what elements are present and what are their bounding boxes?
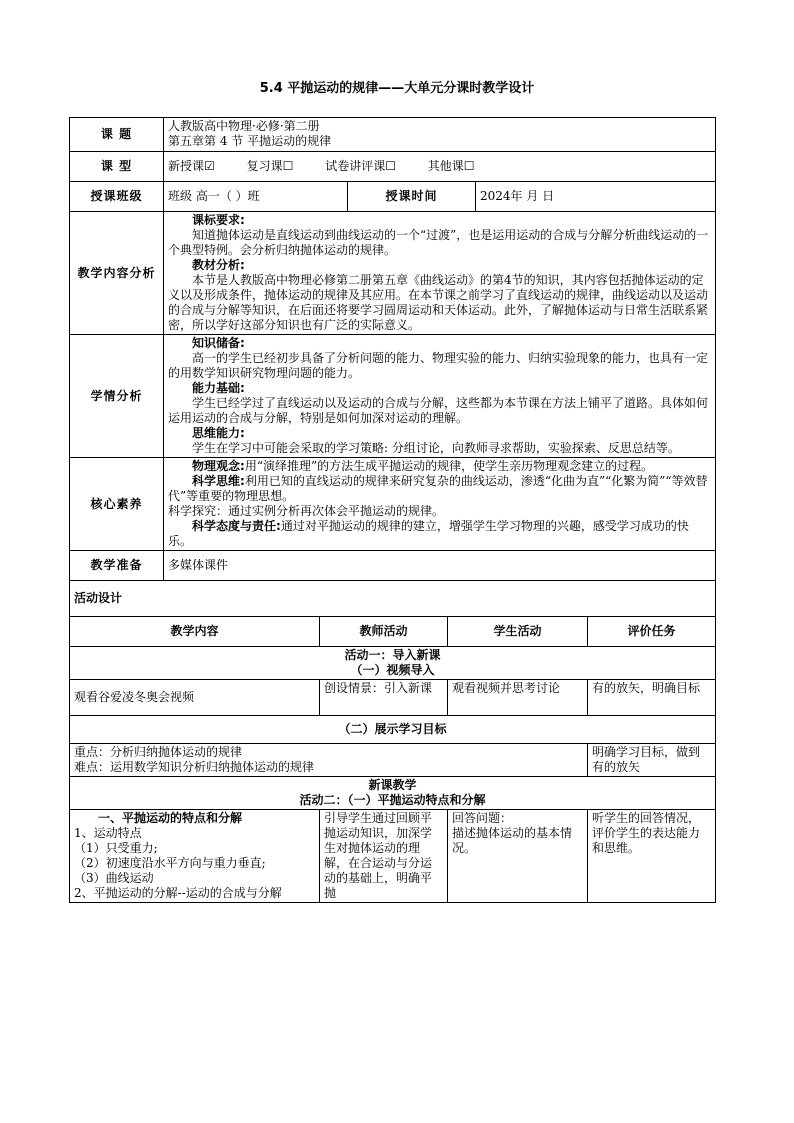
type-option-exam: 试卷讲评课☐ (325, 159, 396, 173)
literacy-item-1 (168, 459, 711, 474)
new-lesson-row (70, 777, 716, 810)
activity-design-label: 活动设计 (70, 581, 716, 617)
header-teacher: 教师活动 (320, 617, 448, 647)
topic-value (164, 118, 716, 152)
goals-key-point: 重点：分析归纳抛体运动的规律 (74, 745, 243, 759)
goals-difficulty: 难点：运用数学知识分析归纳抛体运动的规律 (74, 760, 315, 774)
content-analysis-text (164, 212, 716, 335)
prep-label: 教学准备 (70, 551, 164, 581)
header-evaluation: 评价任务 (588, 617, 716, 647)
activity2-title: 活动二：（一）平抛运动特点和分解 (299, 793, 486, 807)
topic-row (70, 118, 716, 152)
students-heading-1: 知识储备: (192, 336, 245, 350)
content-paragraph-2: 本节是人教版高中物理必修第二册第五章《曲线运动》的第4节的知识，其内容包括抛体运动的定义以及形成条件，抛体运动的规律及其应用。在本节课之前学习了直线运动的规律，曲线运动以及运动的合成与分解等知识，在后面还将要学习圆周运动和天体运动。此外，了解抛体运动与日常生活联系紧密，所以学好这部分知识也有广泛的实际意义。 (168, 273, 709, 332)
core-literacy-text (164, 458, 716, 551)
type-option-other: 其他课☐ (427, 159, 475, 173)
students-paragraph-3: 学生在学习中可能会采取的学习策略: 分组讨论，向教师寻求帮助，实验探索、反思总结等。 (192, 441, 680, 455)
topic-line-1: 人教版高中物理·必修·第二册 (168, 119, 320, 133)
students-heading-3: 思维能力: (192, 426, 245, 440)
activity2-teacher: 引导学生通过回顾平抛运动知识，加深学生对抛体运动的理解，在合运动与分运动的基础上，明确平抛 (320, 810, 448, 903)
students-heading-2: 能力基础: (192, 381, 245, 395)
video-content: 观看谷爱凌冬奥会视频 (70, 680, 320, 716)
literacy-item-3: 科学探究：通过实例分析再次体会平抛运动的规律。 (168, 504, 445, 518)
core-literacy-row (70, 458, 716, 551)
video-student: 观看视频并思考讨论 (448, 680, 588, 716)
activity1-row (70, 647, 716, 680)
literacy-text-2: 利用已知的直线运动的规律来研究复杂的曲线运动，渗透“化曲为直”“化繁为简”“等效替代”等重要的物理思想。 (168, 474, 708, 503)
content-heading-2: 教材分析: (192, 258, 245, 272)
content-analysis-label: 教学内容分析 (70, 212, 164, 335)
prep-row (70, 551, 716, 581)
topic-line-2: 第五章第 4 节 平抛运动的规律 (168, 134, 332, 148)
prep-value: 多媒体课件 (164, 551, 716, 581)
activity1-title-cell (70, 647, 716, 680)
class-label: 授课班级 (70, 182, 164, 212)
students-paragraph-2: 学生已经学过了直线运动以及运动的合成与分解，这些都为本节课在方法上铺平了道路。具体如何运用运动的合成与分解，特别是如何加深对运动的理解。 (168, 396, 709, 425)
goals-title: （二）展示学习目标 (70, 716, 716, 744)
class-row (70, 182, 716, 212)
page-title: 5.4 平抛运动的规律——大单元分课时教学设计 (259, 81, 535, 96)
content-heading-1: 课标要求: (192, 213, 245, 227)
video-row (70, 680, 716, 716)
activity2-student (448, 810, 588, 903)
literacy-heading-4: 科学态度与责任: (192, 519, 281, 533)
activity2-student-text: 描述抛体运动的基本情况。 (452, 826, 573, 855)
activity2-row (70, 810, 716, 903)
header-content: 教学内容 (70, 617, 320, 647)
activity2-evaluation: 听学生的回答情况，评价学生的表达能力和思维。 (588, 810, 716, 903)
goals-content (70, 744, 588, 777)
column-header-row (70, 617, 716, 647)
header-student: 学生活动 (448, 617, 588, 647)
activity2-line-4: （3）曲线运动 (74, 871, 154, 885)
topic-label: 课 题 (70, 118, 164, 152)
student-analysis-text (164, 335, 716, 458)
new-lesson-cell (70, 777, 716, 810)
activity2-line-3: （2）初速度沿水平方向与重力垂直; (74, 856, 266, 870)
literacy-text-4: 通过对平抛运动的规律的建立，增强学生学习物理的兴趣，感受学习成功的快乐。 (168, 519, 689, 548)
type-option-new: 新授课☑ (168, 159, 215, 173)
time-value: 2024年 月 日 (476, 182, 716, 212)
type-option-review: 复习课☐ (246, 159, 294, 173)
core-literacy-label: 核心素养 (70, 458, 164, 551)
new-lesson-title: 新课教学 (368, 778, 417, 792)
lesson-plan-table (69, 117, 716, 903)
activity2-line-2: （1）只受重力; (74, 841, 158, 855)
activity1-title: 活动一：导入新课 (344, 648, 441, 662)
goals-title-row (70, 716, 716, 744)
content-analysis-row (70, 212, 716, 335)
video-evaluation: 有的放矢，明确目标 (588, 680, 716, 716)
activity2-content (70, 810, 320, 903)
design-row (70, 581, 716, 617)
goals-row (70, 744, 716, 777)
literacy-heading-1: 物理观念: (192, 459, 245, 473)
literacy-text-1: 用“演绎推理”的方法生成平抛运动的规律，使学生亲历物理观念建立的过程。 (244, 459, 654, 473)
activity1-subtitle: （一）视频导入 (350, 663, 435, 677)
type-row (70, 152, 716, 182)
class-value: 班级 高一（ ）班 (164, 182, 348, 212)
activity2-line-1: 1、运动特点 (74, 826, 142, 840)
activity2-heading: 一、平抛运动的特点和分解 (98, 811, 243, 825)
literacy-item-4 (168, 519, 711, 549)
video-teacher: 创设情景：引入新课 (320, 680, 448, 716)
student-analysis-label: 学情分析 (70, 335, 164, 458)
type-options (164, 152, 716, 182)
students-paragraph-1: 高一的学生已经初步具备了分析问题的能力、物理实验的能力、归纳实验现象的能力，也具有一定的用数学知识研究物理问题的能力。 (168, 351, 709, 380)
literacy-heading-2: 科学思维: (192, 474, 245, 488)
literacy-item-2 (168, 474, 711, 504)
goals-evaluation: 明确学习目标，做到有的放矢 (588, 744, 716, 777)
content-paragraph-1: 知道抛体运动是直线运动到曲线运动的一个“过渡”，也是运用运动的合成与分解分析曲线运动的一个典型特例。会分析归纳抛体运动的规律。 (168, 228, 709, 257)
type-label: 课 型 (70, 152, 164, 182)
time-label: 授课时间 (348, 182, 476, 212)
student-analysis-row (70, 335, 716, 458)
activity2-line-5: 2、平抛运动的分解--运动的合成与分解 (74, 886, 282, 900)
activity2-student-heading: 回答问题： (452, 811, 513, 825)
